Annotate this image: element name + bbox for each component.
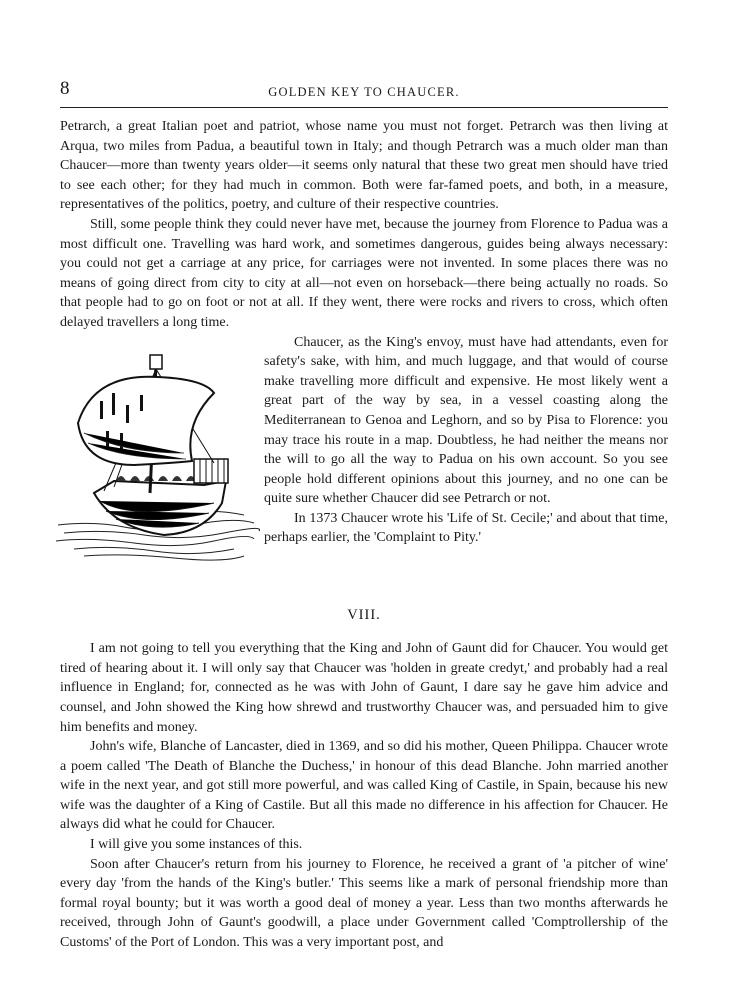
paragraph: Still, some people think they could never have met, because the journey from Florence to Padua was a most difficult one. Travelling was hard work, and sometimes dangerous, guides being always necessary: you could not get a carriage at any price, for carriages were not invented. In some places there was no means of going direct from city to city at all—not even on horseback—there being actually no roads. So that people had to go on foot or not at all. If they went, there were rocks and rivers to cross, which often delayed travellers a long time.: [60, 216, 668, 330]
medieval-ship-engraving-icon: [54, 353, 262, 573]
paragraph: I am not going to tell you everything that the King and John of Gaunt did for Chaucer. You would get tired of hearing about it. I will only say that Chaucer was 'holden in greate credyt,' and probably had a real influence in England; for, connected as he was with John of Gaunt, I dare say he gave him advice and counsel, and John showed the King how shrewd and trustworthy Chaucer was, and persuaded him to give him benefits and money.: [60, 641, 668, 735]
header-rule: [60, 107, 668, 108]
paragraph: Soon after Chaucer's return from his journey to Florence, he received a grant of 'a pitcher of wine' every day 'from the hands of the King's butler.' This seems like a mark of personal friendship more than formal royal bounty; but it was worth a good deal of money a year. Less than two months afterwards he received, through John of Gaunt's goodwill, a place under Government called 'Comptrollership of the Customs' of the Port of London. This was a very important post, and: [60, 856, 668, 951]
paragraph: In 1373 Chaucer wrote his 'Life of St. Cecile;' and about that time, perhaps earlier, the 'Complaint to Pity.': [264, 510, 668, 546]
paragraph: I will give you some instances of this.: [90, 837, 303, 853]
paragraph: John's wife, Blanche of Lancaster, died in 1369, and so did his mother, Queen Philippa. Chaucer wrote a poem called 'The Death of Blanche the Duchess,' in honour of this dead Blanche. John married another wife in the next year, and got still more powerful, and was called King of Castile, in Spain, because his new wife was the daughter of a King of Castile. But all this made no difference in his affection for Chaucer. He always did what he could for Chaucer.: [60, 739, 668, 833]
book-page: [60, 0, 668, 1000]
page-body: [60, 117, 668, 953]
paragraph: Petrarch, a great Italian poet and patriot, whose name you must not forget. Petrarch was then living at Arqua, two miles from Padua, a beautiful town in Italy; and though Petrarch was a much older man than Chaucer—more than twenty years older—it seems only natural that these two great men should have tried to see each other; for they had much in common. Both were far-famed poets, and both, in a measure, representatives of the politics, poetry, and culture of their respective countries.: [60, 119, 668, 213]
running-title: GOLDEN KEY TO CHAUCER.: [268, 85, 460, 99]
page-header: [60, 78, 668, 104]
section-heading: VIII.: [347, 606, 381, 623]
paragraph-text: Chaucer, as the King's envoy, must have had attendants, even for safety's sake, with him, and much luggage, and that would of course make travelling more difficult and expensive. He most likely went a great part of the way by sea, in a vessel coasting along the Mediterranean to Genoa and Leghorn, and so by Pisa to Florence: you may trace his route in a map. Doubtless, he had neither the means nor the will to go all the way to Padua on his own account. So you see people hold different opinions about this journey, and no one can be quite sure whether Chaucer did see Petrarch or not.: [264, 334, 668, 507]
page-number: 8: [60, 78, 70, 99]
illustrated-passage: [60, 333, 668, 573]
paragraph: [60, 333, 668, 509]
